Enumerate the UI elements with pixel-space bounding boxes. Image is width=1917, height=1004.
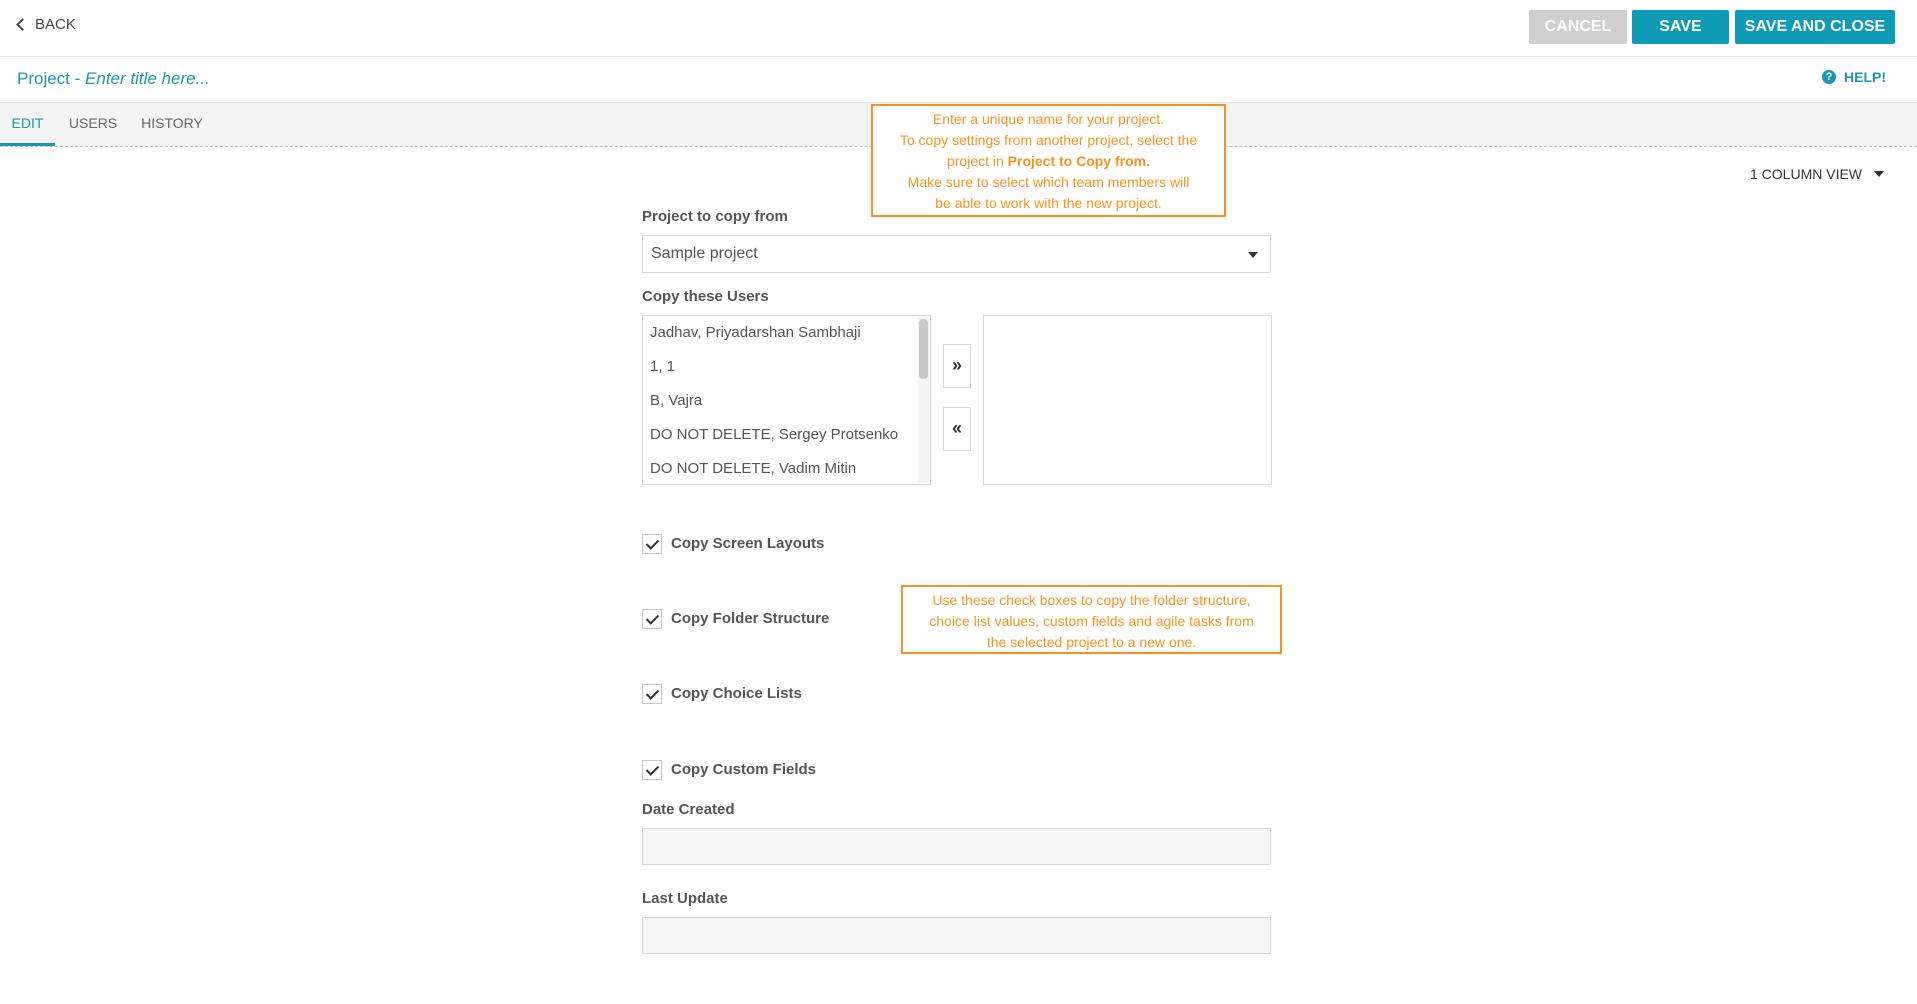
copy-folder-structure-label: Copy Folder Structure [671, 610, 830, 627]
copy-choice-lists-label: Copy Choice Lists [671, 685, 802, 702]
copy-choice-lists-checkbox[interactable] [642, 684, 662, 704]
top-bar [0, 0, 1917, 57]
last-update-label: Last Update [642, 890, 728, 907]
callout-line [879, 151, 1218, 172]
tab-edit[interactable]: EDIT [0, 103, 55, 146]
back-label: BACK [35, 16, 76, 33]
help-link[interactable] [1822, 69, 1886, 85]
title-row [0, 57, 1917, 103]
list-item[interactable]: Jadhav, Priyadarshan Sambhaji [650, 324, 861, 341]
selected-users-list[interactable] [983, 315, 1272, 485]
project-title-field[interactable] [17, 69, 210, 89]
list-item[interactable]: 1, 1 [650, 358, 676, 375]
check-icon [646, 762, 659, 775]
list-item[interactable]: DO NOT DELETE, Vadim Mitin [650, 460, 857, 477]
cancel-button[interactable]: CANCEL [1529, 10, 1627, 44]
list-item[interactable]: DO NOT DELETE, Sergey Protsenko [650, 426, 899, 443]
available-users-list[interactable] [642, 315, 931, 485]
help-label: HELP! [1844, 69, 1886, 85]
copy-screen-layouts-label: Copy Screen Layouts [671, 535, 825, 552]
copy-users-label: Copy these Users [642, 288, 769, 305]
caret-down-icon [1874, 171, 1884, 177]
check-icon [646, 536, 659, 549]
callout-line: Use these check boxes to copy the folder structure, [932, 592, 1251, 608]
check-icon [646, 611, 659, 624]
callout-line: To copy settings from another project, select the [899, 132, 1198, 148]
checkbox-hint-callout [901, 585, 1282, 654]
last-update-field[interactable] [642, 917, 1271, 954]
tab-users[interactable]: USERS [68, 115, 118, 131]
callout-text: project in [946, 153, 1008, 169]
save-and-close-button[interactable]: SAVE AND CLOSE [1735, 10, 1895, 44]
project-copy-value: Sample project [651, 245, 758, 262]
tab-history[interactable]: HISTORY [141, 115, 203, 131]
callout-line: be able to work with the new project. [935, 195, 1162, 211]
copy-custom-fields-label: Copy Custom Fields [671, 761, 817, 778]
copy-custom-fields-checkbox[interactable] [642, 760, 662, 780]
project-hint-callout [871, 104, 1226, 217]
copy-screen-layouts-checkbox[interactable] [642, 534, 662, 554]
column-view-label: 1 COLUMN VIEW [1750, 166, 1863, 182]
title-prefix: Project - [17, 69, 86, 88]
callout-line: choice list values, custom fields and agile tasks from [929, 613, 1254, 629]
back-link[interactable] [18, 16, 76, 33]
list-scrollbar[interactable] [918, 317, 929, 483]
project-copy-select[interactable] [642, 235, 1271, 273]
callout-line: the selected project to a new one. [986, 634, 1197, 650]
move-left-button[interactable]: « [943, 407, 971, 451]
callout-line: Enter a unique name for your project. [932, 111, 1165, 127]
scrollbar-thumb[interactable] [919, 319, 928, 379]
column-view-dropdown[interactable] [1750, 166, 1884, 182]
callout-line: Make sure to select which team members will [907, 174, 1190, 190]
question-circle-icon: ? [1822, 70, 1836, 84]
project-copy-label: Project to copy from [642, 208, 788, 225]
chevron-left-icon [16, 18, 29, 31]
save-button[interactable]: SAVE [1632, 10, 1729, 44]
caret-down-icon [1248, 252, 1258, 258]
callout-bold-text: Project to Copy from. [1007, 153, 1151, 169]
check-icon [646, 686, 659, 699]
date-created-label: Date Created [642, 801, 735, 818]
date-created-field[interactable] [642, 828, 1271, 865]
title-placeholder: Enter title here... [85, 69, 210, 88]
move-right-button[interactable]: » [943, 344, 971, 388]
list-item[interactable]: B, Vajra [650, 392, 703, 409]
copy-folder-structure-checkbox[interactable] [642, 609, 662, 629]
